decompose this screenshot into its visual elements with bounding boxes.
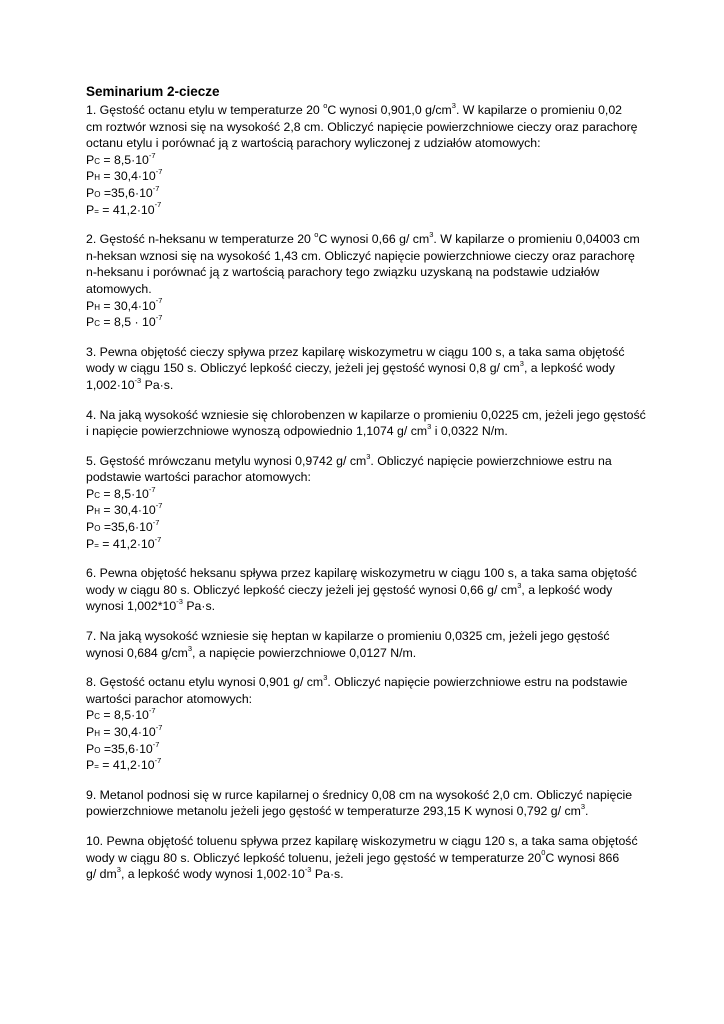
- problem-text-line: [86, 281, 646, 298]
- parachor-subscript: O: [94, 189, 101, 199]
- text-segment: 6. Pewna objętość heksanu spływa przez kapilarę wiskozymetru w ciągu 100 s, a taka sama objętość: [86, 566, 637, 581]
- exponent: -7: [155, 501, 163, 511]
- superscript: 3: [323, 673, 328, 683]
- problem-text-line: [86, 248, 646, 265]
- text-segment: .: [585, 804, 589, 819]
- parachor-value: [86, 152, 646, 169]
- text-segment: 8. Gęstość octanu etylu wynosi 0,901 g/ cm: [86, 675, 324, 690]
- text-segment: C wynosi 0,66 g/ cm: [318, 232, 430, 247]
- exponent: -7: [148, 150, 156, 160]
- text-segment: podstawie wartości parachor atomowych:: [86, 470, 311, 485]
- superscript: -3: [304, 865, 312, 875]
- problem-10: [86, 833, 646, 883]
- superscript: 3: [519, 359, 524, 369]
- problem-7: [86, 628, 646, 661]
- text-segment: atomowych.: [86, 281, 152, 296]
- superscript: 3: [429, 230, 434, 240]
- problem-4: [86, 407, 646, 440]
- problem-2: [86, 231, 646, 331]
- parachor-value: [86, 185, 646, 202]
- text-segment: 4. Na jaką wysokość wzniesie się chlorobenzen w kapilarze o promieniu 0,0225 cm, jeżeli jego gęstość: [86, 407, 646, 422]
- exponent: -7: [154, 534, 162, 544]
- parachor-number: = 41,2·10: [98, 536, 155, 551]
- parachor-subscript: =: [94, 762, 99, 772]
- problem-8: [86, 674, 646, 774]
- parachor-number: = 41,2·10: [98, 202, 155, 217]
- problem-text-line: [86, 598, 646, 615]
- text-segment: 7. Na jaką wysokość wzniesie się heptan w kapilarze o promieniu 0,0325 cm, jeżeli jego gęstość: [86, 629, 610, 644]
- text-segment: 10. Pewna objętość toluenu spływa przez kapilarę wiskozymetru w ciągu 120 s, a taka sama objętość: [86, 833, 638, 848]
- problem-text-line: [86, 377, 646, 394]
- text-segment: wartości parachor atomowych:: [86, 691, 253, 706]
- parachor-subscript: =: [94, 540, 99, 550]
- superscript: 3: [187, 643, 193, 653]
- superscript: 0: [541, 848, 546, 858]
- text-segment: 2. Gęstość n-heksanu w temperaturze 20: [86, 232, 315, 247]
- exponent: -7: [152, 739, 160, 749]
- problem-text-line: [86, 231, 646, 248]
- parachor-symbol: P: [86, 185, 95, 200]
- text-segment: 1,002·10: [86, 377, 135, 392]
- problem-text-line: [86, 264, 646, 281]
- problem-text-line: [86, 803, 646, 820]
- problem-text-line: [86, 674, 646, 691]
- parachor-number: =35,6·10: [100, 185, 153, 200]
- exponent: -7: [155, 722, 163, 732]
- text-segment: 9. Metanol podnosi się w rurce kapilarnej o średnicy 0,08 cm na wysokość 2,0 cm. Obliczyć napięcie: [86, 787, 633, 802]
- text-segment: , a lepkość wody: [521, 582, 613, 597]
- superscript: o: [314, 230, 319, 240]
- text-segment: wody w ciągu 150 s. Obliczyć lepkość cieczy, jeżeli jej gęstość wynosi 0,8 g/ cm: [86, 361, 520, 376]
- text-segment: n-heksanu i porównać ją z wartością parachory tego związku uzyskaną na podstawie udziałów: [86, 265, 600, 280]
- text-segment: 5. Gęstość mrówczanu metylu wynosi 0,9742 g/ cm: [86, 453, 367, 468]
- text-segment: . Obliczyć napięcie powierzchniowe estru na: [370, 453, 612, 468]
- exponent: -7: [154, 756, 162, 766]
- problem-text-line: [86, 833, 646, 850]
- problem-list: [86, 102, 646, 883]
- parachor-symbol: P: [86, 486, 95, 501]
- parachor-number: = 41,2·10: [98, 758, 155, 773]
- superscript: 3: [427, 422, 432, 431]
- text-segment: Pa·s.: [182, 599, 216, 614]
- parachor-subscript: H: [94, 302, 100, 312]
- problem-text-line: [86, 645, 646, 662]
- text-segment: wody w ciągu 80 s. Obliczyć lepkość cieczy jeżeli jej gęstość wynosi 0,66 g/ cm: [86, 582, 518, 597]
- parachor-number: = 8,5 · 10: [99, 315, 156, 330]
- text-segment: . W kapilarze o promieniu 0,02: [455, 103, 623, 117]
- parachor-symbol: P: [86, 202, 95, 217]
- exponent: -7: [152, 517, 160, 527]
- parachor-number: = 30,4·10: [99, 725, 156, 739]
- exponent: -7: [148, 706, 156, 716]
- superscript: -3: [134, 375, 142, 385]
- parachor-subscript: H: [94, 729, 100, 738]
- problem-text-line: [86, 344, 646, 361]
- superscript: 3: [366, 451, 371, 461]
- problem-text-line: [86, 691, 646, 708]
- problem-3: [86, 344, 646, 394]
- parachor-value: [86, 202, 646, 219]
- text-segment: 1. Gęstość octanu etylu w temperaturze 20: [86, 103, 324, 117]
- parachor-symbol: P: [86, 520, 95, 535]
- parachor-number: = 8,5·10: [99, 486, 149, 501]
- text-segment: wynosi 1,002*10: [86, 599, 177, 614]
- parachor-symbol: P: [86, 758, 95, 773]
- parachor-value: [86, 519, 646, 536]
- parachor-subscript: C: [94, 490, 100, 500]
- problem-text-line: [86, 850, 646, 867]
- parachor-subscript: O: [94, 524, 101, 534]
- problem-text-line: [86, 628, 646, 645]
- problem-text-line: [86, 135, 646, 152]
- problem-1: [86, 102, 646, 218]
- parachor-symbol: P: [86, 298, 95, 313]
- document-title: Seminarium 2-ciecze: [86, 84, 220, 99]
- problem-9: [86, 787, 646, 820]
- text-segment: . Obliczyć napięcie powierzchniowe estru na podstawie: [327, 675, 628, 690]
- exponent: -7: [155, 296, 163, 306]
- text-segment: , a lepkość wody: [523, 361, 615, 376]
- parachor-subscript: C: [94, 319, 100, 329]
- parachor-value: [86, 741, 646, 758]
- parachor-value: [86, 707, 646, 724]
- parachor-number: = 30,4·10: [99, 169, 156, 184]
- text-segment: g/ dm: [86, 867, 117, 882]
- parachor-subscript: C: [94, 712, 100, 722]
- parachor-number: = 30,4·10: [99, 298, 156, 313]
- parachor-subscript: O: [94, 745, 101, 755]
- problem-6: [86, 565, 646, 615]
- superscript: 3: [451, 100, 456, 110]
- parachor-symbol: P: [86, 741, 95, 756]
- text-segment: octanu etylu i porównać ją z wartością parachory wyliczonej z udziałów atomowych:: [86, 136, 541, 151]
- text-segment: . W kapilarze o promieniu 0,04003 cm: [433, 232, 640, 247]
- exponent: -7: [152, 183, 160, 193]
- parachor-value: [86, 298, 646, 315]
- parachor-subscript: H: [94, 507, 100, 517]
- problem-text-line: [86, 565, 646, 582]
- problem-text-line: [86, 119, 646, 136]
- superscript: 3: [517, 580, 522, 590]
- problem-text-line: [86, 453, 646, 470]
- text-segment: C wynosi 866: [545, 850, 620, 865]
- parachor-symbol: P: [86, 315, 95, 330]
- parachor-symbol: P: [86, 708, 95, 723]
- superscript: -3: [176, 597, 183, 607]
- problem-text-line: [86, 360, 646, 377]
- exponent: -7: [155, 167, 163, 177]
- document-page: [86, 84, 646, 896]
- parachor-value: [86, 757, 646, 774]
- parachor-number: =35,6·10: [100, 520, 153, 535]
- problem-text-line: [86, 582, 646, 599]
- parachor-symbol: P: [86, 725, 95, 739]
- parachor-symbol: P: [86, 536, 95, 551]
- exponent: -7: [148, 484, 156, 494]
- parachor-value: [86, 502, 646, 519]
- superscript: 3: [580, 802, 586, 812]
- exponent: -7: [154, 200, 162, 210]
- parachor-value: [86, 724, 646, 741]
- parachor-value: [86, 314, 646, 331]
- text-segment: Pa·s.: [311, 867, 344, 882]
- parachor-subscript: =: [94, 206, 99, 216]
- parachor-symbol: P: [86, 152, 95, 167]
- parachor-symbol: P: [86, 169, 95, 184]
- exponent: -7: [155, 313, 163, 323]
- parachor-symbol: P: [86, 503, 95, 518]
- text-segment: cm roztwór wznosi się na wysokość 2,8 cm. Obliczyć napięcie powierzchniowe cieczy oraz parachorę: [86, 119, 638, 134]
- text-segment: 3. Pewna objętość cieczy spływa przez kapilarę wiskozymetru w ciągu 100 s, a taka sama objętość: [86, 344, 625, 359]
- parachor-value: [86, 168, 646, 185]
- parachor-number: = 30,4·10: [99, 503, 156, 518]
- parachor-number: = 8,5·10: [99, 152, 149, 167]
- text-segment: wynosi 0,684 g/cm: [86, 645, 188, 660]
- problem-text-line: [86, 407, 646, 424]
- parachor-subscript: C: [94, 156, 100, 166]
- problem-text-line: [86, 469, 646, 486]
- text-segment: Pa·s.: [141, 377, 174, 392]
- text-segment: , a napięcie powierzchniowe 0,0127 N/m.: [192, 645, 417, 660]
- text-segment: C wynosi 0,901,0 g/cm: [327, 103, 452, 117]
- problem-text-line: [86, 787, 646, 804]
- parachor-value: [86, 536, 646, 553]
- parachor-number: =35,6·10: [100, 741, 153, 756]
- text-segment: wody w ciągu 80 s. Obliczyć lepkość toluenu, jeżeli jego gęstość w temperaturze 20: [86, 850, 542, 865]
- parachor-number: = 8,5·10: [99, 708, 149, 723]
- superscript: 3: [116, 865, 121, 875]
- text-segment: i napięcie powierzchniowe wynoszą odpowiednio 1,1074 g/ cm: [86, 424, 428, 439]
- problem-5: [86, 453, 646, 553]
- text-segment: i 0,0322 N/m.: [431, 424, 508, 439]
- text-segment: n-heksan wznosi się na wysokość 1,43 cm. Obliczyć napięcie powierzchniowe cieczy oraz parachorę: [86, 248, 635, 263]
- text-segment: powierzchniowe metanolu jeżeli jego gęstość w temperaturze 293,15 K wynosi 0,792 g/ cm: [86, 804, 581, 819]
- text-segment: , a lepkość wody wynosi 1,002·10: [120, 867, 305, 882]
- problem-text-line: [86, 102, 646, 119]
- superscript: o: [323, 100, 328, 110]
- parachor-value: [86, 486, 646, 503]
- problem-text-line: [86, 423, 646, 440]
- problem-text-line: [86, 866, 646, 883]
- parachor-subscript: H: [94, 173, 100, 183]
